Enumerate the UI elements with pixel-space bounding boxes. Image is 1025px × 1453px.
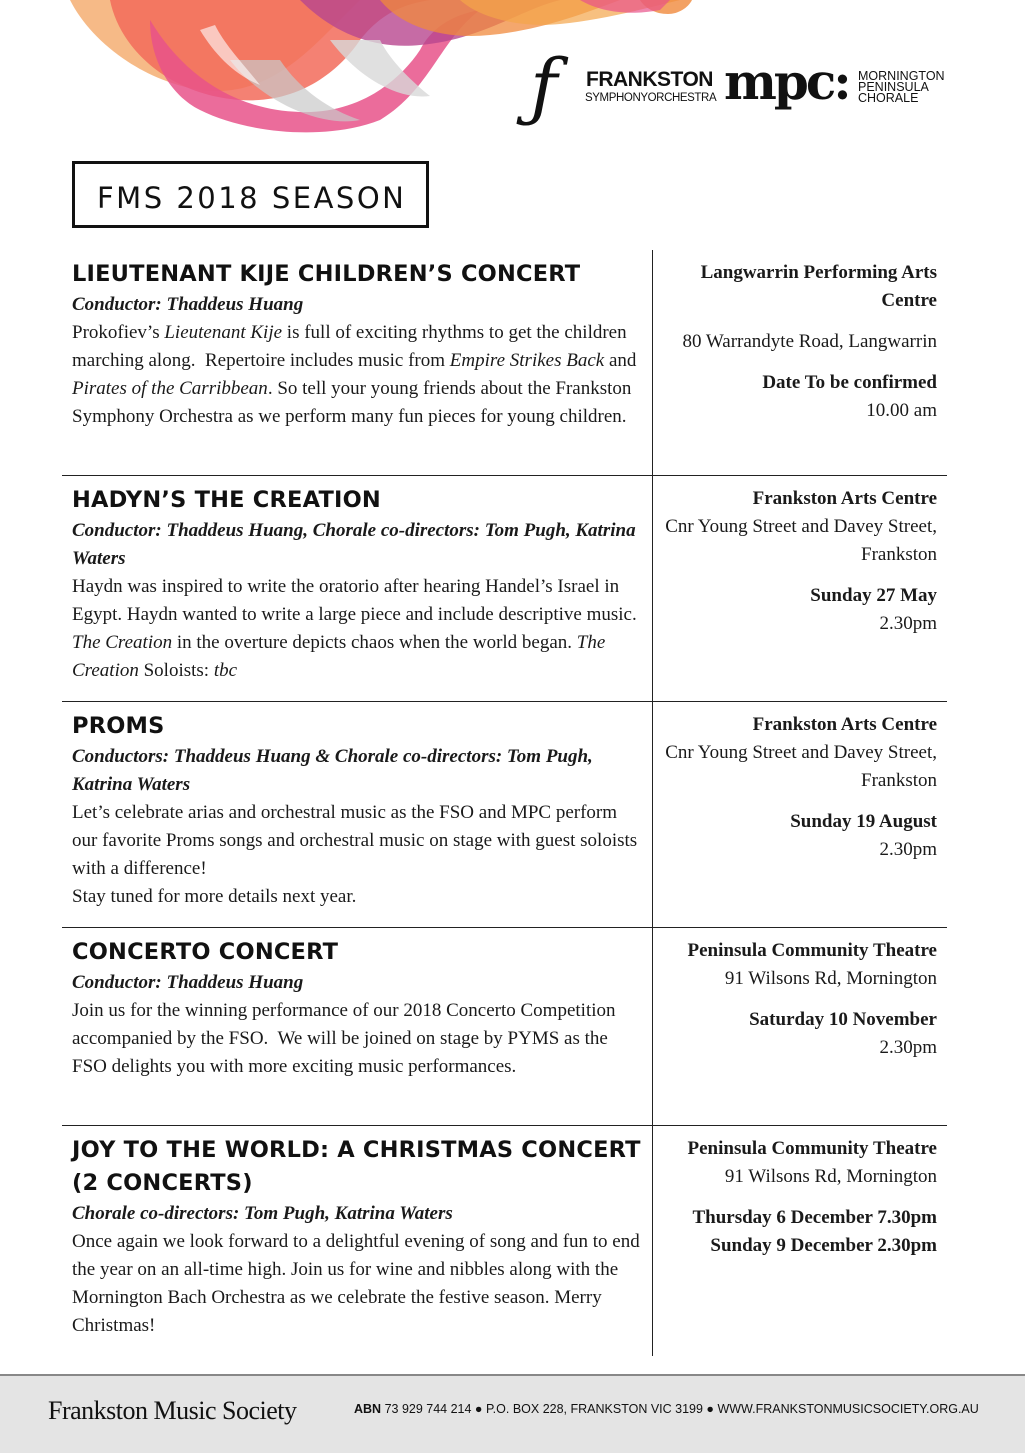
event-time: 10.00 am — [866, 400, 937, 421]
event-title: CONCERTO CONCERT — [72, 939, 339, 965]
mpc-logo-line2: PENINSULA — [858, 80, 929, 94]
fso-logo-line2: SYMPHONYORCHESTRA — [585, 92, 717, 104]
event-conductor: Conductor: Thaddeus Huang — [72, 972, 304, 993]
event-title: LIEUTENANT KIJE CHILDREN’S CONCERT — [72, 261, 581, 287]
footer-org-name: Frankston Music Society — [48, 1396, 297, 1425]
venue-name: Frankston Arts Centre — [752, 488, 937, 509]
event-conductor: Conductor: Thaddeus Huang, Chorale co-directors: Tom Pugh, Katrina Waters — [72, 520, 636, 569]
event-conductor: Chorale co-directors: Tom Pugh, Katrina Waters — [72, 1203, 453, 1224]
event-title: PROMS — [72, 713, 165, 739]
page-title: FMS 2018 SEASON — [97, 181, 407, 215]
event-proms — [72, 710, 647, 911]
column-divider — [652, 250, 653, 1356]
event-the-creation — [72, 484, 647, 685]
mpc-logo-text — [858, 71, 945, 104]
page-title-box — [72, 161, 429, 228]
event-christmas-concert — [72, 1134, 647, 1340]
venue-address: 80 Warrandyte Road, Langwarrin — [682, 331, 937, 352]
event-time: 2.30pm — [879, 839, 937, 860]
row-divider — [62, 475, 947, 476]
event-title: JOY TO THE WORLD: A CHRISTMAS CONCERT (2 CONCERTS) — [72, 1137, 641, 1196]
venue-proms — [660, 711, 937, 864]
venue-name: Langwarrin Performing Arts Centre — [700, 262, 937, 311]
mpc-logo-line1: MORNINGTON — [858, 69, 945, 83]
venue-address: Cnr Young Street and Davey Street, Frankston — [665, 516, 937, 565]
mpc-logo — [724, 52, 954, 132]
venue-address: 91 Wilsons Rd, Mornington — [724, 1166, 937, 1187]
venue-address: Cnr Young Street and Davey Street, Frankston — [665, 742, 937, 791]
event-description: Once again we look forward to a delightful evening of song and fun to end the year on an all-time high. Join us for wine and nibbles along with the Mornington Bach Orchestra as we celebrate the festive season. Merry Christmas! — [72, 1231, 640, 1336]
venue-christmas-concert — [660, 1135, 937, 1260]
f-hole-icon: ƒ — [530, 44, 558, 130]
venue-address: 91 Wilsons Rd, Mornington — [724, 968, 937, 989]
venue-the-creation — [660, 485, 937, 638]
row-divider — [62, 1125, 947, 1126]
event-concerto-concert — [72, 936, 647, 1081]
fso-logo — [530, 44, 717, 130]
footer-abn-label: ABN — [354, 1402, 382, 1416]
event-date: Date To be confirmed — [762, 372, 937, 393]
fso-logo-line1: FRANKSTON — [586, 68, 713, 91]
event-date: Thursday 6 December 7.30pm — [692, 1207, 937, 1228]
venue-name: Frankston Arts Centre — [752, 714, 937, 735]
venue-lieutenant-kije — [660, 259, 937, 425]
event-time: 2.30pm — [879, 1037, 937, 1058]
event-date: Saturday 10 November — [749, 1009, 937, 1030]
footer — [0, 1374, 1025, 1453]
row-divider — [62, 927, 947, 928]
venue-concerto-concert — [660, 937, 937, 1062]
event-date-second: Sunday 9 December 2.30pm — [710, 1235, 937, 1256]
event-date: Sunday 27 May — [810, 585, 937, 606]
mpc-logo-mark: mpc: — [724, 52, 849, 111]
event-date: Sunday 19 August — [790, 811, 937, 832]
event-description: Prokofiev’s Lieutenant Kije is full of exciting rhythms to get the children marching along. Repertoire includes music from Empire Strikes Back and Pirates of the Carribbean. So tell your young friends about the Frankston Symphony Orchestra as we perform many fun pieces for young children. — [72, 322, 637, 427]
event-time: 2.30pm — [879, 613, 937, 634]
event-title: HADYN’S THE CREATION — [72, 487, 381, 513]
event-description: Let’s celebrate arias and orchestral music as the FSO and MPC perform our favorite Proms songs and orchestral music on stage with guest soloists with a difference! Stay tuned for more details next year. — [72, 802, 638, 907]
footer-details: 73 929 744 214 ● P.O. BOX 228, FRANKSTON VIC 3199 ● WWW.FRANKSTONMUSICSOCIETY.ORG.AU — [381, 1402, 979, 1416]
mpc-logo-line3: CHORALE — [858, 91, 919, 105]
venue-name: Peninsula Community Theatre — [687, 940, 937, 961]
venue-name: Peninsula Community Theatre — [687, 1138, 937, 1159]
event-conductor: Conductors: Thaddeus Huang & Chorale co-directors: Tom Pugh, Katrina Waters — [72, 746, 593, 795]
event-lieutenant-kije — [72, 258, 647, 431]
footer-contact — [354, 1402, 979, 1416]
event-conductor: Conductor: Thaddeus Huang — [72, 294, 304, 315]
row-divider — [62, 701, 947, 702]
event-description: Join us for the winning performance of our 2018 Concerto Competition accompanied by the FSO. We will be joined on stage by PYMS as the FSO delights you with more exciting music performances. — [72, 1000, 616, 1077]
event-description: Haydn was inspired to write the oratorio after hearing Handel’s Israel in Egypt. Haydn wanted to write a large piece and include descriptive music. The Creation in the overture depicts chaos when the world began. The Creation Soloists: tbc — [72, 576, 637, 681]
